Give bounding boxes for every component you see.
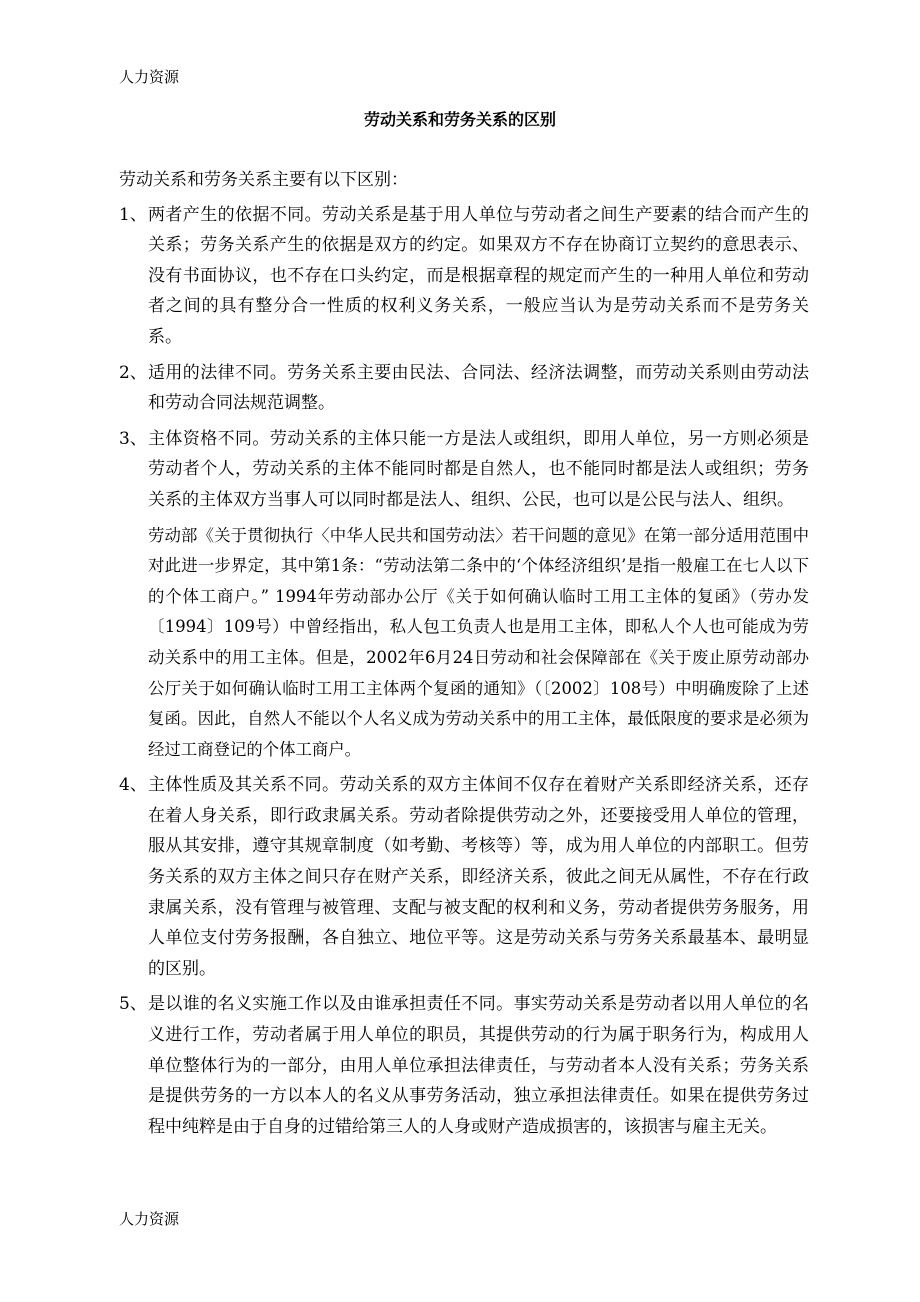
list-item-2	[119, 358, 809, 419]
list-item-5	[119, 989, 809, 1142]
list-item-text: 是以谁的名义实施工作以及由谁承担责任不同。事实劳动关系是劳动者以用人单位的名义进行工作，劳动者属于用人单位的职员，其提供劳动的行为属于职务行为，构成用人单位整体行为的一部分，由用人单位承担法律责任，与劳动者本人没有关系；劳务关系是提供劳务的一方以本人的名义从事劳务活动，独立承担法律责任。如果在提供劳务过程中纯粹是由于自身的过错给第三人的人身或财产造成损害的，该损害与雇主无关。	[148, 994, 809, 1137]
list-item-number: 5、	[119, 994, 147, 1015]
list-item-text: 主体资格不同。劳动关系的主体只能一方是法人或组织，即用人单位，另一方则必须是劳动者个人，劳动关系的主体不能同时都是自然人，也不能同时都是法人或组织；劳务关系的主体双方当事人可以同时都是法人、组织、公民，也可以是公民与法人、组织。	[148, 428, 809, 510]
list-item-number: 1、	[119, 204, 147, 225]
page-header: 人力资源	[119, 68, 180, 86]
list-item-4	[119, 770, 809, 984]
legal-note-paragraph: 劳动部《关于贯彻执行〈中华人民共和国劳动法〉若干问题的意见》在第一部分适用范围中对此进一步界定，其中第1条：“劳动法第二条中的‘个体经济组织’是指一般雇工在七人以下的个体工商户。” 1994年劳动部办公厅《关于如何确认临时工用工主体的复函》（劳办发〔1994〕109号）中曾经指出，私人包工负责人也是用工主体，即私人个人也可能成为劳动关系中的用工主体。但是，2002年6月24日劳动和社会保障部在《关于废止原劳动部办公厅关于如何确认临时工用工主体两个复函的通知》（〔2002〕108号）中明确废除了上述复函。因此，自然人不能以个人名义成为劳动关系中的用工主体，最低限度的要求是必须为经过工商登记的个体工商户。	[148, 525, 809, 759]
list-item-text: 两者产生的依据不同。劳动关系是基于用人单位与劳动者之间生产要素的结合而产生的关系；劳务关系产生的依据是双方的约定。如果双方不存在协商订立契约的意思表示、没有书面协议，也不存在口头约定，而是根据章程的规定而产生的一种用人单位和劳动者之间的具有整分合一性质的权利义务关系，一般应当认为是劳动关系而不是劳务关系。	[148, 204, 809, 347]
list-item-text: 适用的法律不同。劳务关系主要由民法、合同法、经济法调整，而劳动关系则由劳动法和劳动合同法规范调整。	[148, 362, 809, 414]
list-item-1	[119, 200, 809, 353]
document-title: 劳动关系和劳务关系的区别	[363, 110, 556, 129]
document-body	[119, 165, 809, 1147]
list-item-text: 主体性质及其关系不同。劳动关系的双方主体间不仅存在着财产关系即经济关系，还存在着人身关系，即行政隶属关系。劳动者除提供劳动之外，还要接受用人单位的管理，服从其安排，遵守其规章制度（如考勤、考核等）等，成为用人单位的内部职工。但劳务关系的双方主体之间只存在财产关系，即经济关系，彼此之间无从属性，不存在行政隶属关系，没有管理与被管理、支配与被支配的权利和义务，劳动者提供劳务服务，用人单位支付劳务报酬，各自独立、地位平等。这是劳动关系与劳务关系最基本、最明显的区别。	[148, 775, 809, 979]
intro-paragraph: 劳动关系和劳务关系主要有以下区别：	[119, 170, 408, 190]
list-item-number: 3、	[119, 428, 147, 449]
list-item-number: 2、	[119, 362, 147, 383]
page-footer: 人力资源	[119, 1210, 180, 1228]
list-item-3	[119, 424, 809, 516]
list-item-number: 4、	[119, 775, 147, 796]
